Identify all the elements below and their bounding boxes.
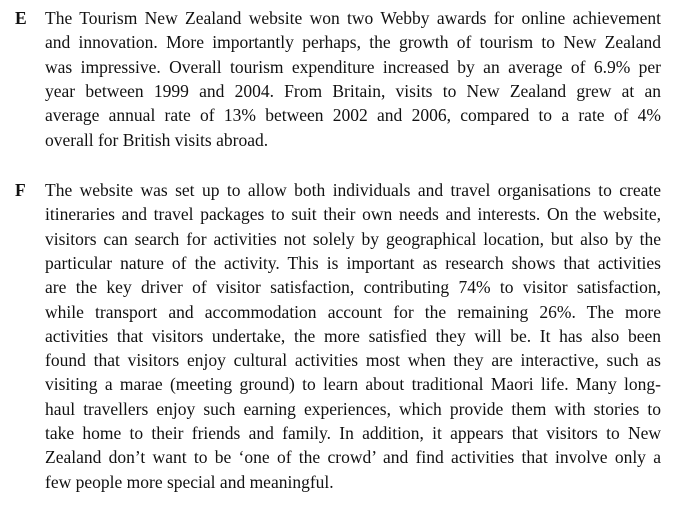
paragraph-line: while transport and accommodation account for the remaining 26%. The more <box>45 301 661 322</box>
paragraph-line: overall for British visits abroad. <box>45 129 269 150</box>
paragraph-line: The Tourism New Zealand website won two Webby awards for online achievement <box>45 8 661 28</box>
paragraph-letter: F <box>15 180 26 200</box>
paragraph-line: visiting a marae (meeting ground) to learn about traditional Maori life. Many long- <box>45 374 661 395</box>
paragraph-line: Zealand don’t want to be ‘one of the crowd’ and find activities that involve only a <box>45 447 661 468</box>
paragraph-line: was impressive. Overall tourism expenditure increased by an average of 6.9% per <box>45 56 661 77</box>
paragraph-line: particular nature of the activity. This is important as research shows that activities <box>45 252 661 273</box>
paragraph-line: take home to their friends and family. In addition, it appears that visitors to New <box>45 423 661 443</box>
paragraph-line: year between 1999 and 2004. From Britain, visits to New Zealand grew at an <box>45 80 661 101</box>
paragraph-line: few people more special and meaningful. <box>45 471 334 492</box>
paragraph-line: itineraries and travel packages to suit their own needs and interests. On the website, <box>45 204 661 225</box>
paragraph-line: are the key driver of visitor satisfaction, contributing 74% to visitor satisfaction, <box>45 277 661 298</box>
paragraph-line: average annual rate of 13% between 2002 and 2006, compared to a rate of 4% <box>45 105 661 126</box>
paragraph-line: activities that visitors undertake, the more satisfied they will be. It has also been <box>45 325 661 346</box>
paragraph-line: and innovation. More importantly perhaps, the growth of tourism to New Zealand <box>45 32 661 53</box>
paragraph-line: haul travellers enjoy such earning experiences, which provide them with stories to <box>45 398 661 419</box>
paragraph-letter: E <box>15 8 27 28</box>
paragraph-line: found that visitors enjoy cultural activities most when they are interactive, such as <box>45 350 661 371</box>
paragraph-line: visitors can search for activities not solely by geographical location, but also by the <box>45 228 661 249</box>
paragraph-line: The website was set up to allow both individuals and travel organisations to create <box>45 180 661 200</box>
